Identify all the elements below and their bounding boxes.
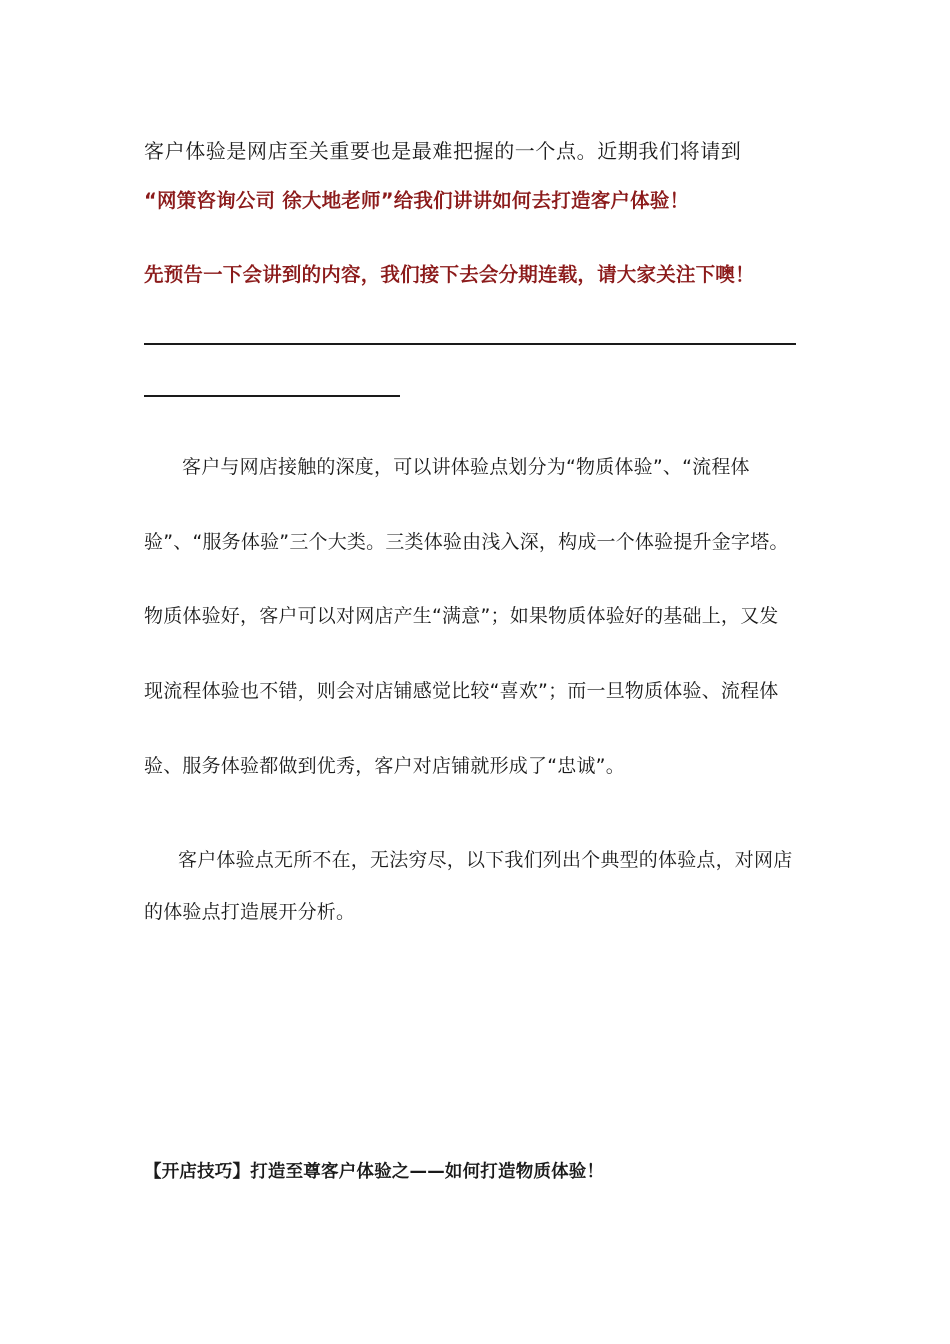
paragraph-1-line-4: 现流程体验也不错，则会对店铺感觉比较“喜欢”；而一旦物质体验、流程体	[144, 680, 779, 702]
separator-rule-long	[144, 343, 796, 345]
paragraph-1-line-5: 验、服务体验都做到优秀，客户对店铺就形成了“忠诚”。	[144, 755, 625, 777]
paragraph-1-line-2: 验”、“服务体验”三个大类。三类体验由浅入深，构成一个体验提升金字塔。	[144, 531, 789, 553]
highlight-line-2: 先预告一下会讲到的内容，我们接下去会分期连载，请大家关注下噢！	[144, 263, 755, 286]
paragraph-2-line-1: 客户体验点无所不在，无法穷尽，以下我们列出个典型的体验点，对网店	[178, 849, 793, 871]
paragraph-1-line-1: 客户与网店接触的深度，可以讲体验点划分为“物质体验”、“流程体	[182, 456, 750, 478]
highlight-line-1: “网策咨询公司 徐大地老师”给我们讲讲如何去打造客户体验！	[144, 189, 690, 212]
section-title: 【开店技巧】打造至尊客户体验之——如何打造物质体验！	[144, 1162, 605, 1182]
paragraph-2-line-2: 的体验点打造展开分析。	[144, 901, 356, 923]
separator-rule-short	[144, 395, 400, 397]
paragraph-1-line-3: 物质体验好，客户可以对网店产生“满意”；如果物质体验好的基础上，又发	[144, 605, 779, 627]
intro-text: 客户体验是网店至关重要也是最难把握的一个点。近期我们将请到	[144, 139, 742, 163]
